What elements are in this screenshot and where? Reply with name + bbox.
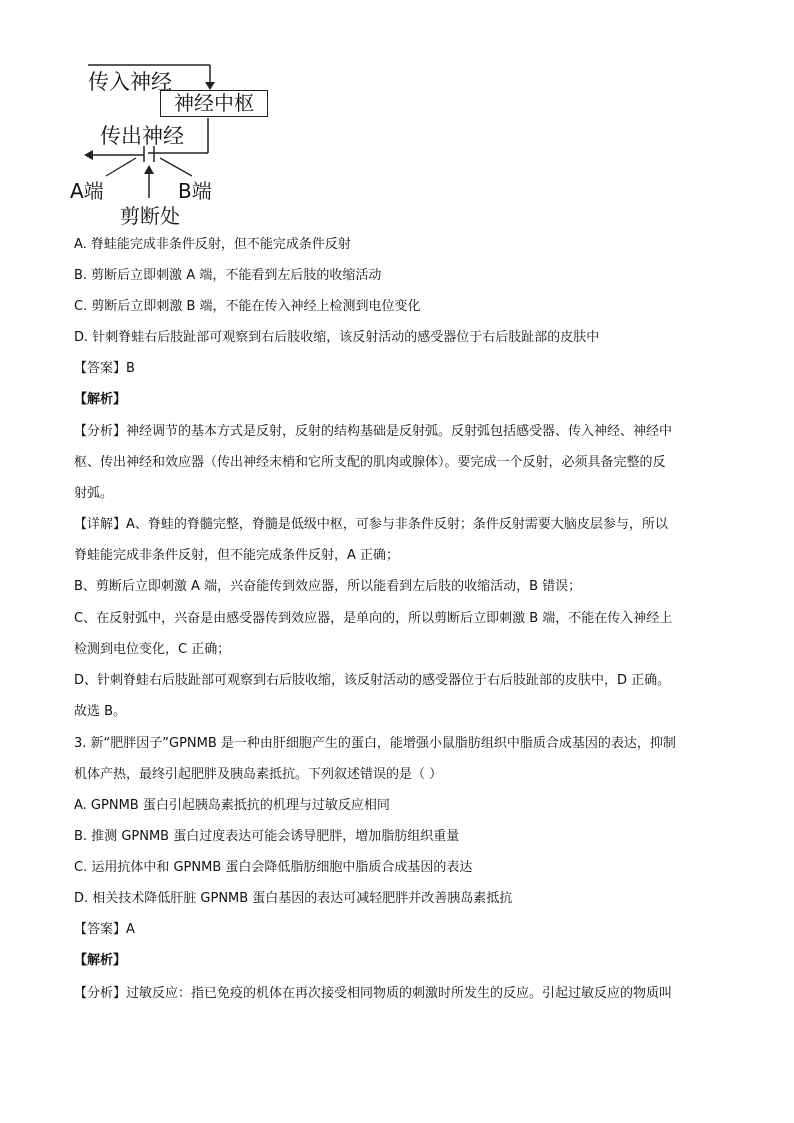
text-line: 枢、传出神经和效应器（传出神经末梢和它所支配的肌肉或腺体）。要完成一个反射，必须具备完整的反 [74,455,666,470]
text-line: C. 运用抗体中和 GPNMB 蛋白会降低脂肪细胞中脂质合成基因的表达 [74,860,473,875]
text-line: 【分析】过敏反应：指已免疫的机体在再次接受相同物质的刺激时所发生的反应。引起过敏反应的物质叫 [74,986,673,1001]
cut-point-label: 剪断处 [120,204,180,228]
text-line: D. 相关技术降低肝脏 GPNMB 蛋白基因的表达可减轻肥胖并改善胰岛素抵抗 [74,891,513,906]
text-line: 3. 新“肥胖因子”GPNMB 是一种由肝细胞产生的蛋白，能增强小鼠脂肪组织中脂质合成基因的表达，抑制 [74,736,676,751]
text-line: 【解析】 [74,953,127,968]
text-line: 【详解】A、脊蛙的脊髓完整，脊髓是低级中枢，可参与非条件反射；条件反射需要大脑皮层参与，所以 [74,517,668,532]
text-line: D. 针刺脊蛙右后肢趾部可观察到右后肢收缩，该反射活动的感受器位于右后肢趾部的皮肤中 [74,330,600,345]
text-line: D、针刺脊蛙右后肢趾部可观察到右后肢收缩，该反射活动的感受器位于右后肢趾部的皮肤中，D 正确。 [74,673,671,688]
text-line: A. 脊蛙能完成非条件反射，但不能完成条件反射 [74,237,351,252]
text-line: 检测到电位变化，C 正确； [74,642,231,657]
afferent-nerve-label: 传入神经 [88,70,172,94]
text-line: B. 推测 GPNMB 蛋白过度表达可能会诱导肥胖，增加脂肪组织重量 [74,829,460,844]
end-b-label: B端 [178,179,212,203]
text-line: 【分析】神经调节的基本方式是反射，反射的结构基础是反射弧。反射弧包括感受器、传入神经、神经中 [74,424,673,439]
text-line: 射弧。 [74,486,114,501]
efferent-nerve-label: 传出神经 [100,124,184,148]
text-line: 【答案】A [74,922,135,937]
text-line: 机体产热，最终引起肥胖及胰岛素抵抗。下列叙述错误的是（ ） [74,767,443,782]
text-line: B. 剪断后立即刺激 A 端，不能看到左后肢的收缩活动 [74,268,382,283]
text-line: B、剪断后立即刺激 A 端，兴奋能传到效应器，所以能看到左后肢的收缩活动，B 错误； [74,579,582,594]
text-line: 故选 B。 [74,704,127,719]
nerve-center-box: 神经中枢 [160,90,268,117]
end-a-label: A端 [70,179,104,203]
text-line: C. 剪断后立即刺激 B 端，不能在传入神经上检测到电位变化 [74,299,421,314]
text-line: A. GPNMB 蛋白引起胰岛素抵抗的机理与过敏反应相同 [74,798,390,813]
reflex-arc-diagram [68,58,298,228]
text-line: 脊蛙能完成非条件反射，但不能完成条件反射，A 正确； [74,548,400,563]
text-line: 【解析】 [74,392,127,407]
text-line: C、在反射弧中，兴奋是由感受器传到效应器，是单向的，所以剪断后立即刺激 B 端，不能在传入神经上 [74,611,673,626]
text-line: 【答案】B [74,361,135,376]
